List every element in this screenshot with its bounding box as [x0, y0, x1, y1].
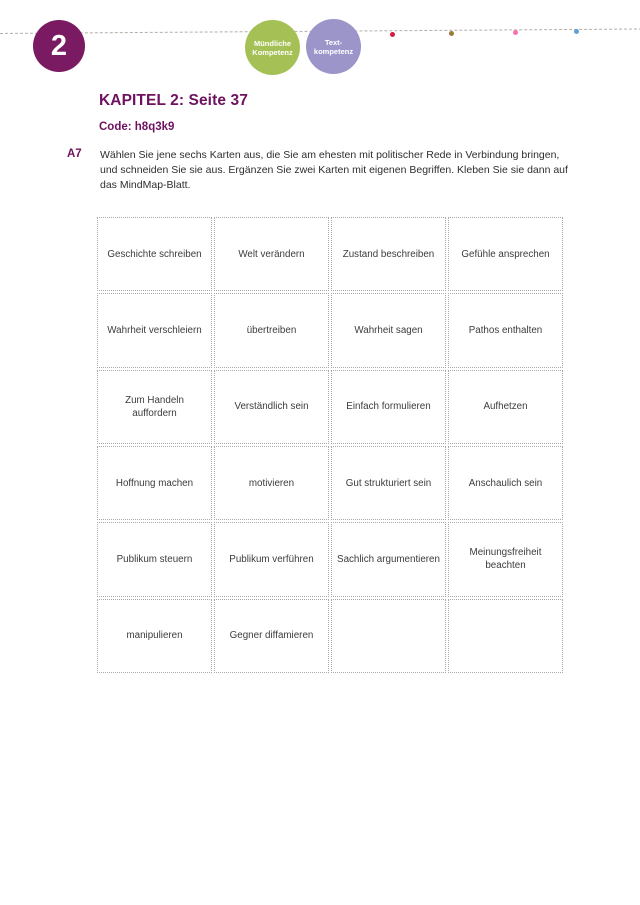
- card-empty: [448, 599, 563, 673]
- card-label: Publikum verführen: [229, 553, 314, 565]
- card: [448, 522, 563, 596]
- chapter-number-badge: [33, 20, 85, 72]
- card: [214, 446, 329, 520]
- card-label: Aufhetzen: [483, 401, 528, 413]
- card: [97, 522, 212, 596]
- card: [214, 599, 329, 673]
- task-id: A7: [67, 148, 82, 160]
- card-label: Zustand beschreiben: [342, 248, 435, 260]
- badge-label-line2: Kompetenz: [252, 47, 293, 57]
- badge-label-line1: Mündliche: [253, 38, 292, 48]
- card-label: Pathos enthalten: [468, 324, 543, 336]
- card-label: Gefühle ansprechen: [461, 248, 550, 260]
- card-label: Wahrheit verschleiern: [107, 324, 202, 336]
- card: [97, 370, 212, 444]
- timeline-olive-dot: [449, 31, 454, 36]
- card-label: Sachlich argumentieren: [337, 553, 440, 565]
- card: [214, 370, 329, 444]
- card: [448, 293, 563, 367]
- card: [448, 370, 563, 444]
- card: [331, 446, 446, 520]
- card: [448, 446, 563, 520]
- card: [331, 522, 446, 596]
- card: [331, 217, 446, 291]
- card: [97, 217, 212, 291]
- card-label: Zum Handeln auffordern: [125, 394, 184, 419]
- card: [214, 217, 329, 291]
- timeline-pink-dot: [513, 30, 518, 35]
- card: [214, 293, 329, 367]
- card: [97, 293, 212, 367]
- card-label: Publikum steuern: [116, 553, 193, 565]
- badge-label-line1: Text-: [324, 37, 343, 47]
- code-label: Code: h8q3k9: [99, 121, 175, 133]
- card: [331, 293, 446, 367]
- card-label: Geschichte schreiben: [107, 248, 202, 260]
- card-label: Wahrheit sagen: [354, 324, 423, 336]
- card: [97, 599, 212, 673]
- card-grid: [97, 217, 563, 673]
- card-label: motivieren: [248, 477, 295, 489]
- badge-label-line2: kompetenz: [313, 46, 354, 56]
- timeline-blue-dot: [574, 29, 579, 34]
- card-label: übertreiben: [246, 324, 297, 336]
- chapter-number: 2: [50, 29, 68, 62]
- card: [214, 522, 329, 596]
- card-label: Meinungsfreiheit beachten: [469, 547, 542, 572]
- card-label: Welt verändern: [238, 248, 305, 260]
- card-label: manipulieren: [126, 630, 183, 642]
- card-label: Gegner diffamieren: [229, 630, 314, 642]
- card-label: Verständlich sein: [234, 401, 309, 413]
- page-title: KAPITEL 2: Seite 37: [99, 92, 248, 109]
- task-instruction: Wählen Sie jene sechs Karten aus, die Sie am ehesten mit politischer Rede in Verbindung bringen, und schneiden Sie sie aus. Ergänzen Sie zwei Karten mit eigenen Begriffen. Kleben Sie sie dann auf das MindMap-Blatt.: [100, 149, 568, 191]
- card: [448, 217, 563, 291]
- badge-textkompetenz: [306, 19, 361, 74]
- timeline-red-dot: [390, 32, 395, 37]
- card-label: Gut strukturiert sein: [345, 477, 432, 489]
- card: [331, 370, 446, 444]
- card-label: Einfach formulieren: [346, 401, 431, 413]
- badge-muendliche-kompetenz: [245, 20, 300, 75]
- card-label: Hoffnung machen: [115, 477, 194, 489]
- card: [97, 446, 212, 520]
- card-empty: [331, 599, 446, 673]
- card-label: Anschaulich sein: [468, 477, 543, 489]
